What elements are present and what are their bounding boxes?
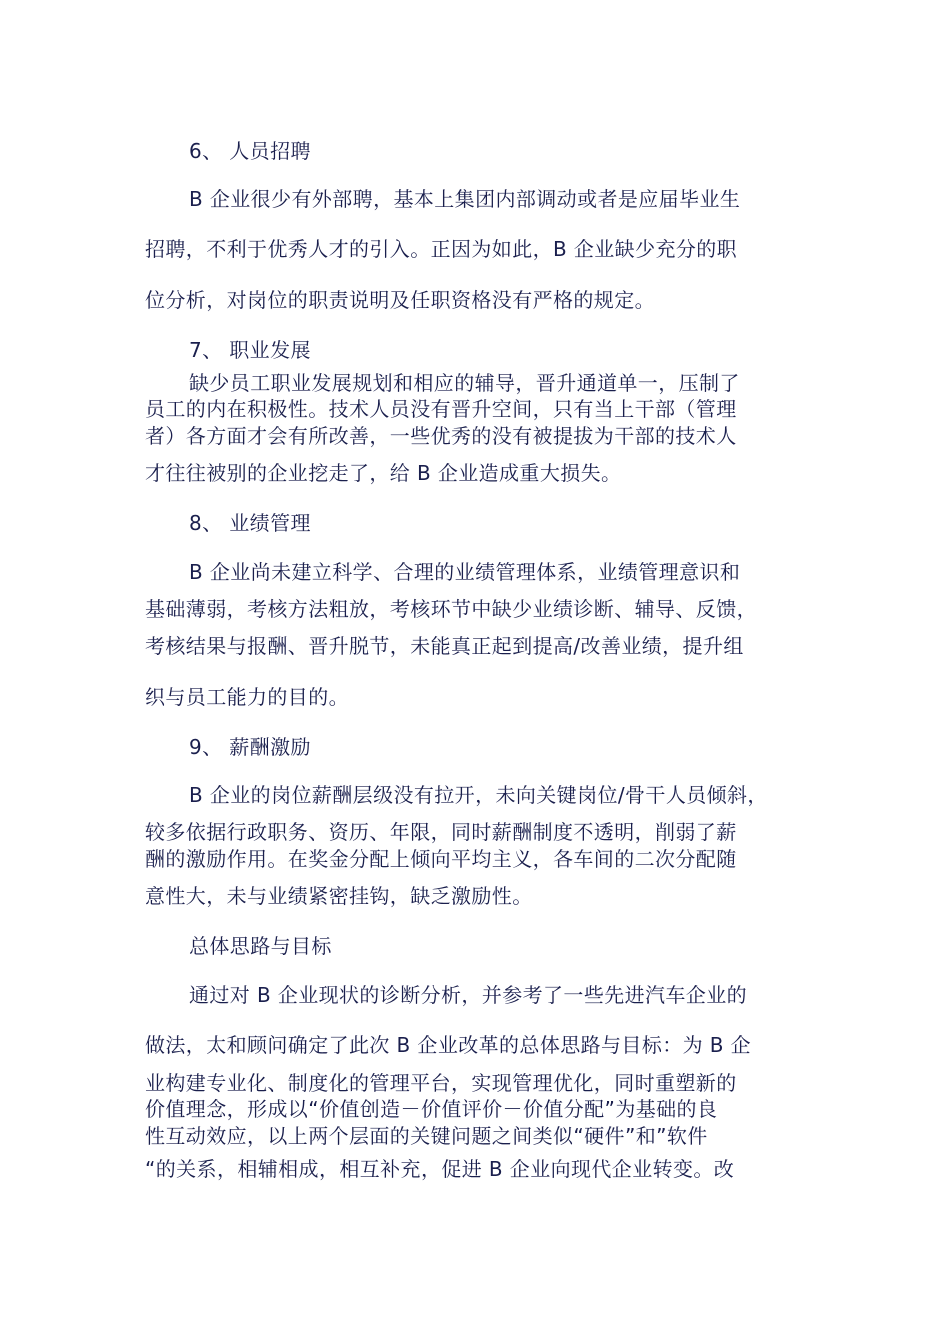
paragraph-line: B 企业尚未建立科学、合理的业绩管理体系，业绩管理意识和: [189, 560, 741, 584]
paragraph-line: 做法，太和顾问确定了此次 B 企业改革的总体思路与目标：为 B 企: [145, 1033, 752, 1057]
section-heading-recruitment: 6、 人员招聘: [189, 139, 311, 163]
paragraph-line: 织与员工能力的目的。: [145, 685, 349, 709]
paragraph-line: 位分析，对岗位的职责说明及任职资格没有严格的规定。: [145, 288, 655, 312]
paragraph-line: 性互动效应，以上两个层面的关键问题之间类似“硬件”和”软件: [145, 1124, 708, 1148]
paragraph-line: 者）各方面才会有所改善，一些优秀的没有被提拔为干部的技术人: [145, 424, 737, 448]
paragraph-line: 才往往被别的企业挖走了，给 B 企业造成重大损失。: [145, 461, 622, 485]
paragraph-line: B 企业很少有外部聘，基本上集团内部调动或者是应届毕业生: [189, 187, 741, 211]
paragraph-line: 员工的内在积极性。技术人员没有晋升空间，只有当上干部（管理: [145, 397, 737, 421]
paragraph-line: 较多依据行政职务、资历、年限，同时薪酬制度不透明，削弱了薪: [145, 820, 737, 844]
paragraph-line: “的关系，相辅相成，相互补充，促进 B 企业向现代企业转变。改: [145, 1157, 735, 1181]
paragraph-line: 价值理念，形成以“价值创造－价值评价－价值分配”为基础的良: [145, 1097, 718, 1121]
section-heading-career-development: 7、 职业发展: [189, 338, 311, 362]
section-heading-overall-approach: 总体思路与目标: [189, 934, 332, 958]
paragraph-line: 业构建专业化、制度化的管理平台，实现管理优化，同时重塑新的: [145, 1071, 737, 1095]
paragraph-line: 缺少员工职业发展规划和相应的辅导，晋升通道单一，压制了: [189, 371, 740, 395]
paragraph-line: 通过对 B 企业现状的诊断分析，并参考了一些先进汽车企业的: [189, 983, 748, 1007]
paragraph-line: B 企业的岗位薪酬层级没有拉开，未向关键岗位/骨干人员倾斜，: [189, 783, 768, 807]
paragraph-line: 酬的激励作用。在奖金分配上倾向平均主义，各车间的二次分配随: [145, 847, 737, 871]
paragraph-line: 招聘，不利于优秀人才的引入。正因为如此，B 企业缺少充分的职: [145, 237, 738, 261]
paragraph-line: 基础薄弱，考核方法粗放，考核环节中缺少业绩诊断、辅导、反馈，: [145, 597, 757, 621]
section-heading-performance-management: 8、 业绩管理: [189, 511, 311, 535]
paragraph-line: 意性大，未与业绩紧密挂钩，缺乏激励性。: [145, 884, 533, 908]
section-heading-compensation-incentive: 9、 薪酬激励: [189, 735, 311, 759]
paragraph-line: 考核结果与报酬、晋升脱节，未能真正起到提高/改善业绩，提升组: [145, 634, 744, 658]
